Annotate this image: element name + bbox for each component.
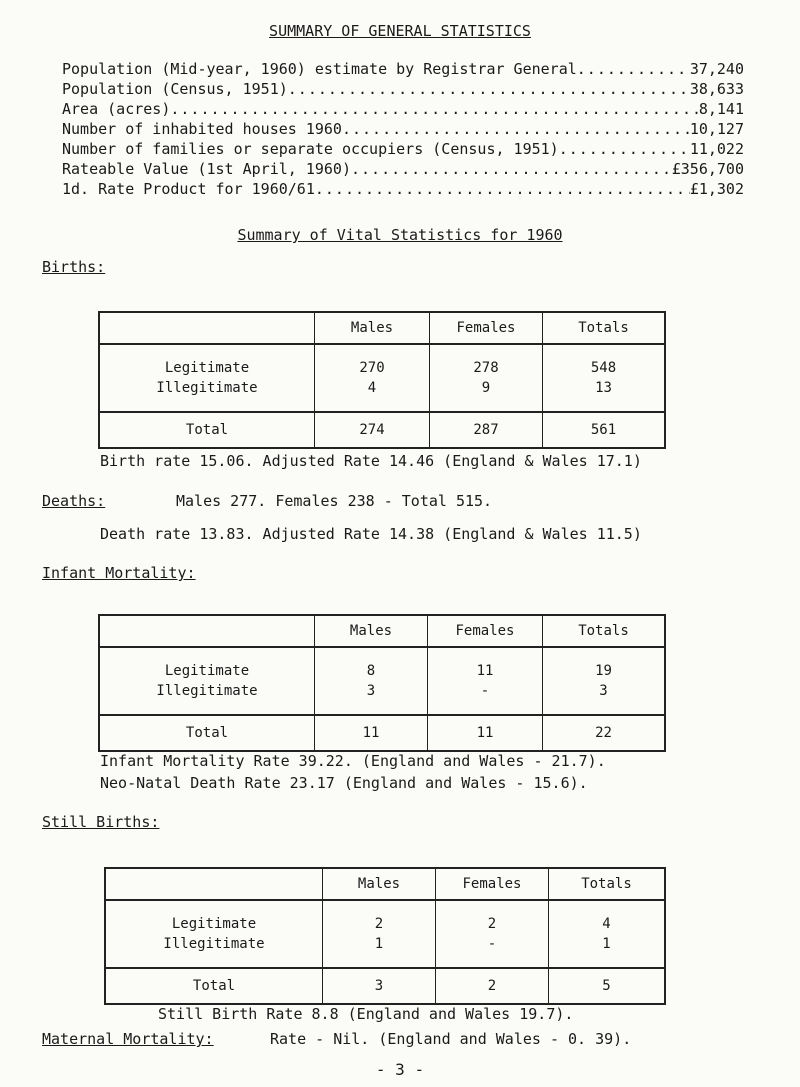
table-header-row <box>99 312 665 344</box>
stat-line <box>62 180 744 200</box>
page-number: - 3 - <box>375 1060 425 1079</box>
stat-line <box>62 60 744 80</box>
total-females: 287 <box>430 412 543 448</box>
stat-line <box>62 120 744 140</box>
value: 9 <box>481 380 491 396</box>
females-cell <box>428 647 543 715</box>
col-header-females: Females <box>430 312 543 344</box>
females-cell <box>430 344 543 412</box>
blank-header-cell <box>99 312 315 344</box>
dot-leader <box>342 120 690 138</box>
total-totals: 5 <box>549 968 666 1004</box>
value: 19 <box>595 663 612 679</box>
value: 1 <box>374 936 384 952</box>
stat-value: 11,022 <box>689 140 744 158</box>
dot-leader <box>170 100 698 118</box>
stat-line <box>62 160 744 180</box>
stat-value: 37,240 <box>689 60 744 78</box>
value: - <box>480 683 490 699</box>
value: 4 <box>602 916 611 932</box>
table-header-row <box>105 868 665 900</box>
row-label-legitimate: Legitimate <box>164 360 250 376</box>
births-table <box>98 311 666 449</box>
stat-value: £356,700 <box>671 160 744 178</box>
stat-label: Population (Census, 1951) <box>62 80 288 98</box>
value: 1 <box>602 936 611 952</box>
total-totals: 22 <box>543 715 666 751</box>
dot-leader <box>351 160 672 178</box>
still-table <box>104 867 666 1005</box>
dot-leader <box>288 80 690 98</box>
infant-rate-note: Infant Mortality Rate 39.22. (England and Wales - 21.7). <box>100 752 606 770</box>
total-females: 11 <box>428 715 543 751</box>
total-males: 11 <box>315 715 428 751</box>
dot-leader <box>315 180 690 198</box>
col-header-totals: Totals <box>543 615 666 647</box>
value: 3 <box>366 683 376 699</box>
col-header-females: Females <box>436 868 549 900</box>
totals-cell <box>543 647 666 715</box>
birth-rate-note: Birth rate 15.06. Adjusted Rate 14.46 (England & Wales 17.1) <box>100 452 642 470</box>
deaths-heading: Deaths: <box>42 492 106 510</box>
value: 11 <box>476 663 494 679</box>
table-header-row <box>99 615 665 647</box>
death-rate-note: Death rate 13.83. Adjusted Rate 14.38 (England & Wales 11.5) <box>100 525 642 543</box>
total-males: 274 <box>315 412 430 448</box>
stat-label: Area (acres) <box>62 100 171 118</box>
males-cell <box>323 900 436 968</box>
blank-header-cell <box>99 615 315 647</box>
page-title: SUMMARY OF GENERAL STATISTICS <box>269 22 531 40</box>
col-header-males: Males <box>323 868 436 900</box>
still-heading: Still Births: <box>42 813 160 831</box>
table-total-row <box>99 412 665 448</box>
stat-value: 10,127 <box>689 120 744 138</box>
col-header-males: Males <box>315 615 428 647</box>
stat-label: Rateable Value (1st April, 1960) <box>62 160 351 178</box>
row-labels <box>99 344 315 412</box>
col-header-totals: Totals <box>543 312 666 344</box>
infant-table <box>98 614 666 752</box>
row-label-total: Total <box>185 422 229 438</box>
value: - <box>487 936 497 952</box>
value: 278 <box>473 360 499 376</box>
value: 2 <box>487 916 497 932</box>
females-cell <box>436 900 549 968</box>
deaths-summary: Males 277. Females 238 - Total 515. <box>176 492 493 510</box>
stat-label: Population (Mid-year, 1960) estimate by Registrar General <box>62 60 577 78</box>
col-header-totals: Totals <box>549 868 666 900</box>
value: 3 <box>599 683 608 699</box>
total-males: 3 <box>323 968 436 1004</box>
neonatal-rate-note: Neo-Natal Death Rate 23.17 (England and Wales - 15.6). <box>100 774 588 792</box>
totals-cell <box>549 900 666 968</box>
total-females: 2 <box>436 968 549 1004</box>
row-label-total: Total <box>192 978 236 994</box>
stat-label: Number of families or separate occupiers (Census, 1951) <box>62 140 559 158</box>
maternal-text: Rate - Nil. (England and Wales - 0. 39). <box>270 1030 632 1048</box>
value: 4 <box>367 380 377 396</box>
row-label-illegitimate: Illegitimate <box>163 936 265 952</box>
table-body-row <box>99 647 665 715</box>
stat-value: 8,141 <box>698 100 744 118</box>
still-rate-note: Still Birth Rate 8.8 (England and Wales 19.7). <box>158 1005 574 1023</box>
dot-leader <box>559 140 690 158</box>
stat-line <box>62 80 744 100</box>
table-total-row <box>105 968 665 1004</box>
stat-line <box>62 140 744 160</box>
value: 548 <box>590 360 617 376</box>
row-label-legitimate: Legitimate <box>171 916 257 932</box>
stat-value: 38,633 <box>689 80 744 98</box>
col-header-females: Females <box>428 615 543 647</box>
row-label-illegitimate: Illegitimate <box>156 380 258 396</box>
table-body-row <box>105 900 665 968</box>
totals-cell <box>543 344 666 412</box>
value: 8 <box>366 663 376 679</box>
males-cell <box>315 647 428 715</box>
total-totals: 561 <box>543 412 666 448</box>
col-header-males: Males <box>315 312 430 344</box>
row-label-illegitimate: Illegitimate <box>156 683 258 699</box>
stat-line <box>62 100 744 120</box>
value: 270 <box>359 360 385 376</box>
value: 2 <box>374 916 384 932</box>
maternal-heading: Maternal Mortality: <box>42 1030 214 1048</box>
vital-heading: Summary of Vital Statistics for 1960 <box>237 226 563 244</box>
blank-header-cell <box>105 868 323 900</box>
table-total-row <box>99 715 665 751</box>
table-body-row <box>99 344 665 412</box>
row-labels <box>105 900 323 968</box>
stat-label: Number of inhabited houses 1960 <box>62 120 342 138</box>
dot-leader <box>577 60 690 78</box>
row-label-legitimate: Legitimate <box>164 663 250 679</box>
row-label-total: Total <box>185 725 229 741</box>
males-cell <box>315 344 430 412</box>
row-labels <box>99 647 315 715</box>
value: 13 <box>595 380 612 396</box>
stat-label: 1d. Rate Product for 1960/61 <box>62 180 315 198</box>
infant-heading: Infant Mortality: <box>42 564 196 582</box>
births-heading: Births: <box>42 258 106 276</box>
stat-value: £1,302 <box>689 180 744 198</box>
